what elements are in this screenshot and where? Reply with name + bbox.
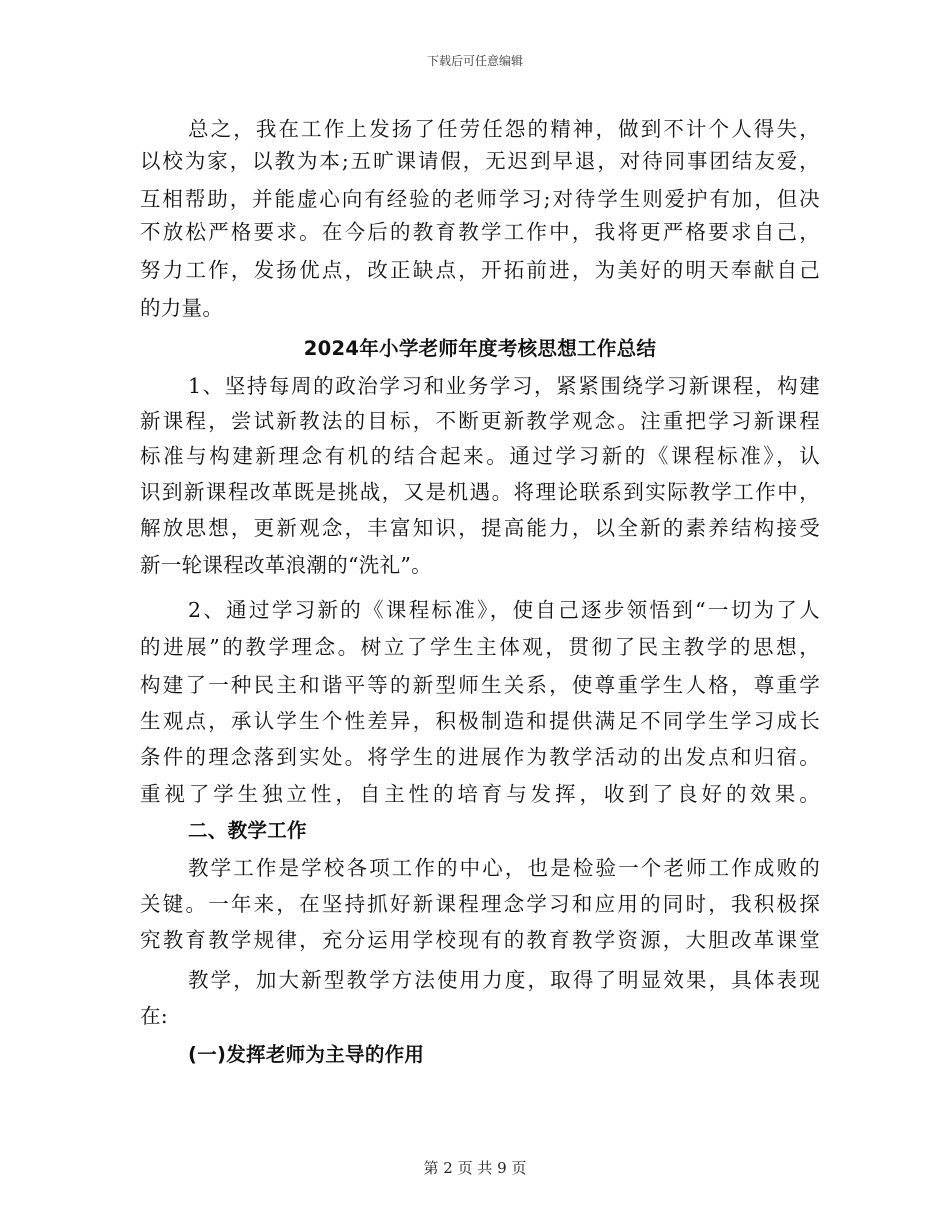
paragraph-line: 究教育教学规律，充分运用学校现有的教育教学资源，大胆改革课堂 [140, 928, 820, 952]
paragraph-line: 在: [140, 1004, 169, 1028]
paragraph-line: 总之，我在工作上发扬了任劳任怨的精神，做到不计个人得失， [188, 117, 820, 141]
paragraph-line: 构建了一种民主和谐平等的新型师生关系，使尊重学生人格，尊重学 [140, 673, 820, 697]
paragraph-line: 关键。一年来，在坚持抓好新课程理念学习和应用的同时，我积极探 [140, 892, 820, 916]
paragraph-line: 努力工作，发扬优点，改正缺点，开拓前进，为美好的明天奉献自己 [140, 258, 820, 282]
paragraph-line: 教学，加大新型教学方法使用力度，取得了明显效果，具体表现 [188, 968, 820, 992]
page-header-note: 下载后可任意编辑 [426, 54, 523, 68]
section-heading: 二、教学工作 [188, 819, 307, 842]
paragraph-line: 新一轮课程改革浪潮的“洗礼”。 [140, 553, 432, 577]
paragraph-line: 生观点，承认学生个性差异，积极制造和提供满足不同学生学习成长 [140, 709, 820, 733]
section-title: 2024年小学老师年度考核思想工作总结 [303, 337, 657, 360]
paragraph-line: 识到新课程改革既是挑战，又是机遇。将理论联系到实际教学工作中， [140, 480, 820, 504]
paragraph-line: 不放松严格要求。在今后的教育教学工作中，我将更严格要求自己， [140, 220, 820, 244]
paragraph-line: 1、坚持每周的政治学习和业务学习，紧紧围绕学习新课程，构建 [188, 374, 820, 398]
paragraph-line: 新课程，尝试新教法的目标，不断更新教学观念。注重把学习新课程 [140, 409, 820, 433]
paragraph-line: 以校为家，以教为本;五旷课请假，无迟到早退，对待同事团结友爱， [140, 149, 820, 173]
paragraph-line: 的进展”的教学理念。树立了学生主体观，贯彻了民主教学的思想， [140, 635, 820, 659]
paragraph-line: 互相帮助，并能虚心向有经验的老师学习;对待学生则爱护有加，但决 [140, 187, 820, 211]
paragraph-line: 条件的理念落到实处。将学生的进展作为教学活动的出发点和归宿。 [140, 745, 820, 769]
paragraph-line: 标准与构建新理念有机的结合起来。通过学习新的《课程标准》，认 [140, 444, 820, 468]
paragraph-line: 的力量。 [140, 296, 224, 320]
page-number: 第 2 页 共 9 页 [423, 1159, 527, 1177]
paragraph-line: 2、通过学习新的《课程标准》，使自己逐步领悟到“一切为了人 [188, 598, 820, 622]
paragraph-line: 重视了学生独立性，自主性的培育与发挥，收到了良好的效果。 [140, 782, 820, 806]
paragraph-line: 解放思想，更新观念，丰富知识，提高能力，以全新的素养结构接受 [140, 516, 820, 540]
paragraph-line: 教学工作是学校各项工作的中心，也是检验一个老师工作成败的 [188, 856, 820, 880]
subsection-heading: (一)发挥老师为主导的作用 [188, 1043, 425, 1066]
